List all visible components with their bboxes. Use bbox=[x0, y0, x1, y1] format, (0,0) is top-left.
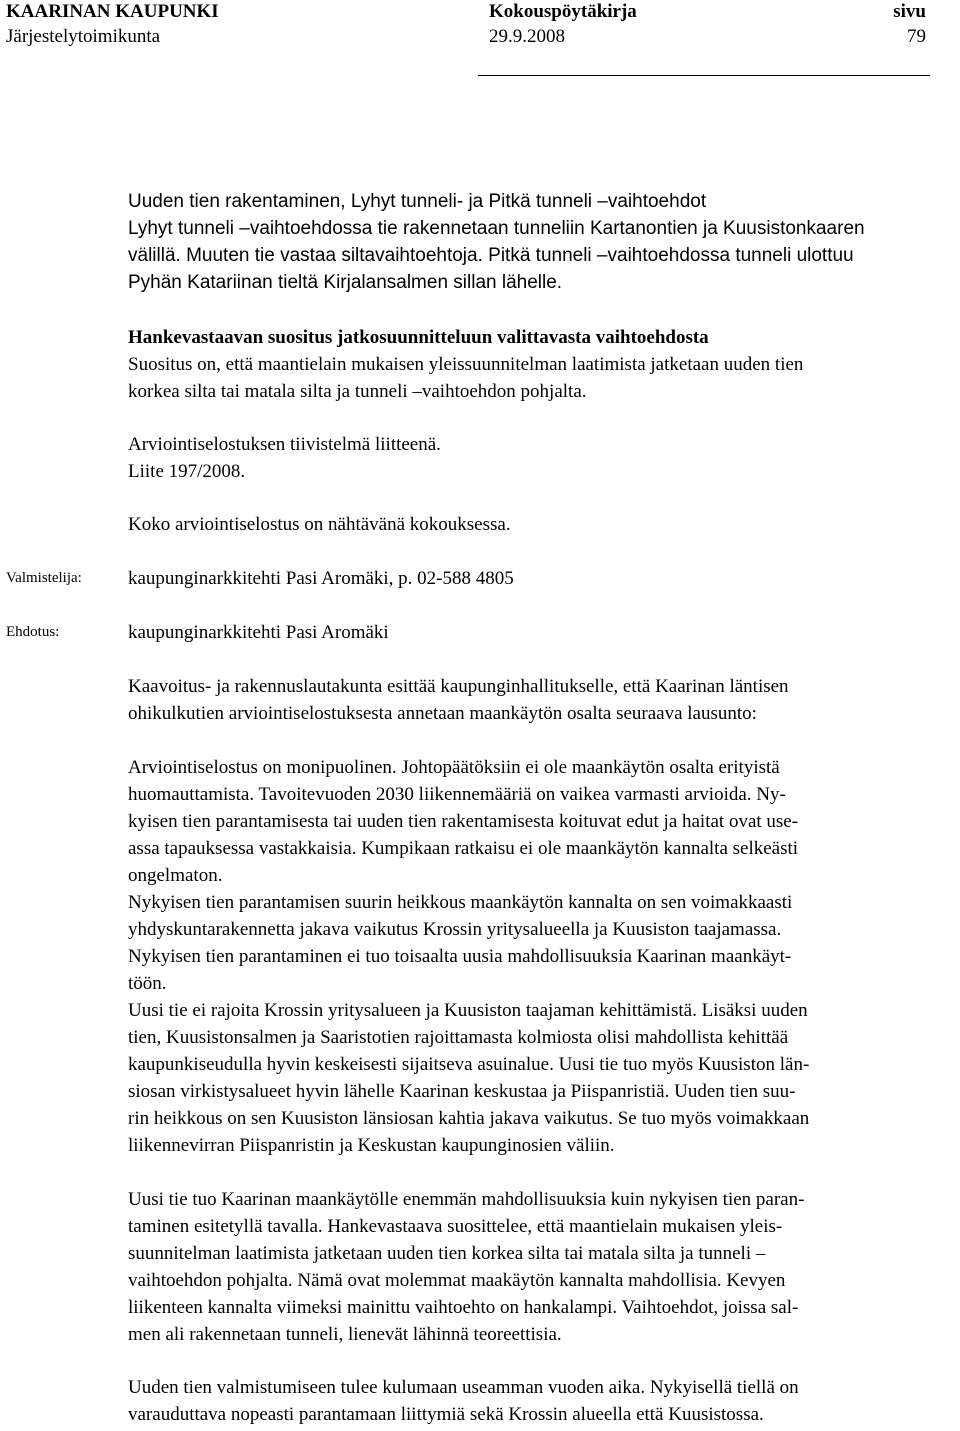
section-heading: Hankevastaavan suositus jatkosuunnitteluun valittavasta vaihtoehdosta bbox=[128, 327, 709, 348]
paragraph-line: Kaavoitus- ja rakennuslautakunta esittää kaupunginhallitukselle, että Kaarinan läntisen bbox=[128, 676, 789, 697]
section-completion-time bbox=[128, 1374, 954, 1428]
attachment-reference: Liite 197/2008. bbox=[128, 461, 246, 482]
paragraph-line: kyisen tien parantamisesta tai uuden tien rakentamisesta koituvat edut ja haitat ovat use- bbox=[128, 811, 799, 832]
paragraph-line: huomauttamista. Tavoitevuoden 2030 liikennemääriä on vaikea varmasti arvioida. Ny- bbox=[128, 784, 786, 805]
paragraph-line: töön. bbox=[128, 973, 167, 994]
header-meeting-body: Järjestelytoimikunta bbox=[6, 26, 161, 47]
paragraph-line: Uuden tien valmistumiseen tulee kulumaan useamman vuoden aika. Nykyisellä tiellä on bbox=[128, 1377, 799, 1398]
paragraph-line: Uusi tie ei rajoita Krossin yritysalueen ja Kuusiston taajaman kehittämistä. Lisäksi uuden bbox=[128, 1000, 808, 1021]
preparer-value: kaupunginarkkitehti Pasi Aromäki, p. 02-588 4805 bbox=[128, 568, 514, 589]
paragraph-line: vaihtoehdon pohjalta. Nämä ovat molemmat maakäytön kannalta mahdollisia. Kevyen bbox=[128, 1270, 786, 1291]
paragraph-line: taminen esitetyllä tavalla. Hankevastaava suosittelee, että maantielain mukaisen yleis- bbox=[128, 1216, 783, 1237]
paragraph-line: Nykyisen tien parantamisen suurin heikkous maankäytön kannalta on sen voimakkaasti bbox=[128, 892, 793, 913]
paragraph-line: liikennevirran Piispanristin ja Keskustan kaupunginosien väliin. bbox=[128, 1135, 615, 1156]
section-statement bbox=[128, 754, 954, 1159]
section-recommendation bbox=[128, 324, 954, 405]
proposal-label: Ehdotus: bbox=[6, 624, 60, 640]
paragraph-line: ohikulkutien arviointiselostuksesta annetaan maankäytön osalta seuraava lausunto: bbox=[128, 703, 757, 724]
paragraph-line: assa tapauksessa vastakkaisia. Kumpikaan ratkaisu ei ole maankäytön kannalta selkeästi bbox=[128, 838, 799, 859]
proposal-value: kaupunginarkkitehti Pasi Aromäki bbox=[128, 622, 389, 643]
section-new-road-opportunities bbox=[128, 1186, 954, 1348]
paragraph-line: Nykyisen tien parantaminen ei tuo toisaalta uusia mahdollisuuksia Kaarinan maankäyt- bbox=[128, 946, 792, 967]
paragraph-line: liikenteen kannalta viimeksi mainittu vaihtoehto on hankalampi. Vaihtoehdot, joissa sal- bbox=[128, 1297, 799, 1318]
header-document-type: Kokouspöytäkirja bbox=[489, 1, 637, 22]
paragraph-line: korkea silta tai matala silta ja tunneli –vaihtoehdon pohjalta. bbox=[128, 381, 587, 402]
paragraph-line: Arviointiselostuksen tiivistelmä liitteenä. bbox=[128, 434, 441, 455]
header-page-label: sivu bbox=[893, 1, 926, 22]
paragraph-line: välillä. Muuten tie vastaa siltavaihtoehtoja. Pitkä tunneli –vaihtoehdossa tunneli ulottuu bbox=[128, 245, 854, 266]
header-rule bbox=[478, 75, 930, 76]
paragraph-line: Uusi tie tuo Kaarinan maankäytölle enemmän mahdollisuuksia kuin nykyisen tien paran- bbox=[128, 1189, 805, 1210]
paragraph-line: Pyhän Katariinan tieltä Kirjalansalmen sillan lähelle. bbox=[128, 272, 563, 293]
header-organization: KAARINAN KAUPUNKI bbox=[6, 1, 219, 22]
paragraph-line: suunnitelman laatimista jatketaan uuden tien korkea silta tai matala silta ja tunneli – bbox=[128, 1243, 766, 1264]
paragraph-line: yhdyskuntarakennetta jakava vaikutus Krossin yritysalueella ja Kuusiston taajamassa. bbox=[128, 919, 782, 940]
header-page-number: 79 bbox=[907, 26, 926, 47]
paragraph-line: rin heikkous on sen Kuusiston länsiosan kahtia jakava vaikutus. Se tuo myös voimakkaan bbox=[128, 1108, 810, 1129]
section-attachment bbox=[128, 431, 954, 485]
section-heading: Uuden tien rakentaminen, Lyhyt tunneli- ja Pitkä tunneli –vaihtoehdot bbox=[128, 191, 707, 212]
paragraph-line: tien, Kuusistonsalmen ja Saaristotien rajoittamasta kolmiosta olisi mahdollista kehittää bbox=[128, 1027, 789, 1048]
paragraph-line: ongelmaton. bbox=[128, 865, 223, 886]
paragraph-line: kaupunkiseudulla hyvin keskeisesti sijaitseva asuinalue. Uusi tie tuo myös Kuusiston län- bbox=[128, 1054, 810, 1075]
paragraph-line: Lyhyt tunneli –vaihtoehdossa tie rakennetaan tunneliin Kartanontien ja Kuusistonkaaren bbox=[128, 218, 865, 239]
paragraph-line: Suositus on, että maantielain mukaisen yleissuunnitelman laatimista jatketaan uuden tien bbox=[128, 354, 804, 375]
paragraph-line: Koko arviointiselostus on nähtävänä kokouksessa. bbox=[128, 514, 511, 535]
paragraph-line: varauduttava nopeasti parantamaan liittymiä sekä Krossin alueella että Kuusistossa. bbox=[128, 1404, 764, 1425]
paragraph-line: Arviointiselostus on monipuolinen. Johtopäätöksiin ei ole maankäytön osalta erityistä bbox=[128, 757, 780, 778]
paragraph-line: siosan virkistysalueet hyvin lähelle Kaarinan keskustaa ja Piispanristiä. Uuden tien suu- bbox=[128, 1081, 796, 1102]
section-availability bbox=[128, 511, 954, 538]
paragraph-line: men ali rakennetaan tunneli, lienevät lähinnä teoreettisia. bbox=[128, 1324, 562, 1345]
section-proposal-intro bbox=[128, 673, 954, 727]
section-tunnel-options bbox=[128, 188, 954, 296]
preparer-label: Valmistelija: bbox=[6, 570, 82, 586]
header-date: 29.9.2008 bbox=[489, 26, 565, 47]
